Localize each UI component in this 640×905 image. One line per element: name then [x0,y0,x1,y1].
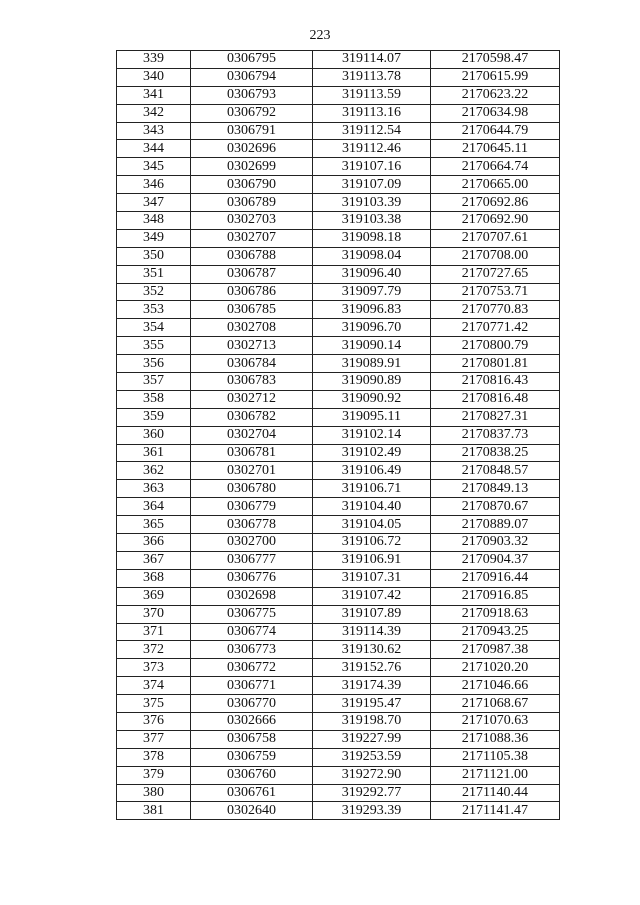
y-coordinate-cell: 2170644.79 [431,122,560,140]
point-id-cell: 0302707 [191,229,313,247]
row-number-cell: 371 [117,623,191,641]
row-number-cell: 346 [117,176,191,194]
x-coordinate-cell: 319107.89 [313,605,431,623]
x-coordinate-cell: 319090.14 [313,337,431,355]
y-coordinate-cell: 2171121.00 [431,766,560,784]
point-id-cell: 0302698 [191,587,313,605]
row-number-cell: 357 [117,373,191,391]
table-row [117,605,560,623]
point-id-cell: 0302666 [191,712,313,730]
table-row [117,766,560,784]
y-coordinate-cell: 2170727.65 [431,265,560,283]
row-number-cell: 345 [117,158,191,176]
row-number-cell: 362 [117,462,191,480]
y-coordinate-cell: 2170838.25 [431,444,560,462]
point-id-cell: 0306770 [191,695,313,713]
y-coordinate-cell: 2170692.86 [431,194,560,212]
table-row [117,712,560,730]
x-coordinate-cell: 319152.76 [313,659,431,677]
y-coordinate-cell: 2170623.22 [431,86,560,104]
y-coordinate-cell: 2171046.66 [431,677,560,695]
row-number-cell: 353 [117,301,191,319]
x-coordinate-cell: 319253.59 [313,748,431,766]
y-coordinate-cell: 2170664.74 [431,158,560,176]
y-coordinate-cell: 2170849.13 [431,480,560,498]
point-id-cell: 0302703 [191,212,313,230]
x-coordinate-cell: 319090.89 [313,373,431,391]
x-coordinate-cell: 319107.09 [313,176,431,194]
point-id-cell: 0306777 [191,551,313,569]
table-row [117,51,560,69]
y-coordinate-cell: 2170837.73 [431,426,560,444]
table-row [117,212,560,230]
y-coordinate-cell: 2170598.47 [431,51,560,69]
row-number-cell: 378 [117,748,191,766]
table-row [117,516,560,534]
point-id-cell: 0306790 [191,176,313,194]
point-id-cell: 0306772 [191,659,313,677]
x-coordinate-cell: 319292.77 [313,784,431,802]
x-coordinate-cell: 319198.70 [313,712,431,730]
table-row [117,355,560,373]
page-number: 223 [309,28,331,43]
x-coordinate-cell: 319096.40 [313,265,431,283]
y-coordinate-cell: 2171141.47 [431,802,560,820]
x-coordinate-cell: 319106.71 [313,480,431,498]
point-id-cell: 0302708 [191,319,313,337]
point-id-cell: 0306760 [191,766,313,784]
y-coordinate-cell: 2170916.85 [431,587,560,605]
table-row [117,301,560,319]
point-id-cell: 0306788 [191,247,313,265]
y-coordinate-cell: 2170634.98 [431,104,560,122]
row-number-cell: 363 [117,480,191,498]
y-coordinate-cell: 2170816.48 [431,390,560,408]
point-id-cell: 0306780 [191,480,313,498]
point-id-cell: 0306784 [191,355,313,373]
x-coordinate-cell: 319102.49 [313,444,431,462]
point-id-cell: 0302701 [191,462,313,480]
point-id-cell: 0302640 [191,802,313,820]
x-coordinate-cell: 319102.14 [313,426,431,444]
x-coordinate-cell: 319272.90 [313,766,431,784]
point-id-cell: 0302713 [191,337,313,355]
table-row [117,444,560,462]
x-coordinate-cell: 319106.49 [313,462,431,480]
table-row [117,677,560,695]
point-id-cell: 0306771 [191,677,313,695]
row-number-cell: 339 [117,51,191,69]
x-coordinate-cell: 319104.05 [313,516,431,534]
table-row [117,390,560,408]
table-row [117,86,560,104]
row-number-cell: 360 [117,426,191,444]
row-number-cell: 356 [117,355,191,373]
row-number-cell: 373 [117,659,191,677]
table-row [117,784,560,802]
row-number-cell: 358 [117,390,191,408]
x-coordinate-cell: 319227.99 [313,730,431,748]
row-number-cell: 377 [117,730,191,748]
table-row [117,265,560,283]
row-number-cell: 364 [117,498,191,516]
row-number-cell: 381 [117,802,191,820]
row-number-cell: 370 [117,605,191,623]
row-number-cell: 340 [117,68,191,86]
x-coordinate-cell: 319113.59 [313,86,431,104]
point-id-cell: 0302700 [191,534,313,552]
table-row [117,695,560,713]
point-id-cell: 0306778 [191,516,313,534]
table-row [117,480,560,498]
point-id-cell: 0306787 [191,265,313,283]
row-number-cell: 361 [117,444,191,462]
table-row [117,158,560,176]
x-coordinate-cell: 319107.42 [313,587,431,605]
point-id-cell: 0306785 [191,301,313,319]
y-coordinate-cell: 2170615.99 [431,68,560,86]
row-number-cell: 375 [117,695,191,713]
x-coordinate-cell: 319195.47 [313,695,431,713]
y-coordinate-cell: 2171020.20 [431,659,560,677]
point-id-cell: 0306774 [191,623,313,641]
row-number-cell: 368 [117,569,191,587]
table-row [117,68,560,86]
row-number-cell: 376 [117,712,191,730]
point-id-cell: 0306793 [191,86,313,104]
y-coordinate-cell: 2170904.37 [431,551,560,569]
row-number-cell: 348 [117,212,191,230]
table-row [117,748,560,766]
row-number-cell: 380 [117,784,191,802]
y-coordinate-cell: 2170987.38 [431,641,560,659]
x-coordinate-cell: 319096.70 [313,319,431,337]
x-coordinate-cell: 319107.31 [313,569,431,587]
point-id-cell: 0306789 [191,194,313,212]
x-coordinate-cell: 319106.72 [313,534,431,552]
x-coordinate-cell: 319114.07 [313,51,431,69]
table-row [117,623,560,641]
row-number-cell: 374 [117,677,191,695]
table-row [117,426,560,444]
table-row [117,587,560,605]
row-number-cell: 355 [117,337,191,355]
table-row [117,176,560,194]
point-id-cell: 0302704 [191,426,313,444]
row-number-cell: 341 [117,86,191,104]
y-coordinate-cell: 2170800.79 [431,337,560,355]
y-coordinate-cell: 2171140.44 [431,784,560,802]
table-row [117,194,560,212]
y-coordinate-cell: 2170645.11 [431,140,560,158]
x-coordinate-cell: 319104.40 [313,498,431,516]
point-id-cell: 0306792 [191,104,313,122]
table-row [117,802,560,820]
table-row [117,104,560,122]
y-coordinate-cell: 2170692.90 [431,212,560,230]
point-id-cell: 0306786 [191,283,313,301]
table-row [117,247,560,265]
x-coordinate-cell: 319103.39 [313,194,431,212]
y-coordinate-cell: 2170707.61 [431,229,560,247]
y-coordinate-cell: 2170918.63 [431,605,560,623]
table-row [117,337,560,355]
point-id-cell: 0306773 [191,641,313,659]
point-id-cell: 0306783 [191,373,313,391]
table-row [117,641,560,659]
row-number-cell: 365 [117,516,191,534]
row-number-cell: 343 [117,122,191,140]
table-row [117,140,560,158]
point-id-cell: 0306791 [191,122,313,140]
y-coordinate-cell: 2170889.07 [431,516,560,534]
table-row [117,122,560,140]
point-id-cell: 0306794 [191,68,313,86]
table-row [117,319,560,337]
point-id-cell: 0302712 [191,390,313,408]
row-number-cell: 342 [117,104,191,122]
y-coordinate-cell: 2171068.67 [431,695,560,713]
point-id-cell: 0306775 [191,605,313,623]
row-number-cell: 369 [117,587,191,605]
row-number-cell: 350 [117,247,191,265]
x-coordinate-cell: 319114.39 [313,623,431,641]
point-id-cell: 0306782 [191,408,313,426]
y-coordinate-cell: 2170771.42 [431,319,560,337]
x-coordinate-cell: 319103.38 [313,212,431,230]
y-coordinate-cell: 2170770.83 [431,301,560,319]
x-coordinate-cell: 319107.16 [313,158,431,176]
row-number-cell: 352 [117,283,191,301]
coordinates-table [116,50,560,820]
table-row [117,498,560,516]
x-coordinate-cell: 319090.92 [313,390,431,408]
y-coordinate-cell: 2170816.43 [431,373,560,391]
table-row [117,462,560,480]
row-number-cell: 367 [117,551,191,569]
point-id-cell: 0306779 [191,498,313,516]
table-row [117,283,560,301]
x-coordinate-cell: 319098.04 [313,247,431,265]
point-id-cell: 0306795 [191,51,313,69]
x-coordinate-cell: 319112.54 [313,122,431,140]
y-coordinate-cell: 2170903.32 [431,534,560,552]
point-id-cell: 0302699 [191,158,313,176]
x-coordinate-cell: 319106.91 [313,551,431,569]
y-coordinate-cell: 2170665.00 [431,176,560,194]
y-coordinate-cell: 2170943.25 [431,623,560,641]
table-row [117,373,560,391]
x-coordinate-cell: 319113.16 [313,104,431,122]
table-row [117,408,560,426]
point-id-cell: 0302696 [191,140,313,158]
row-number-cell: 366 [117,534,191,552]
x-coordinate-cell: 319098.18 [313,229,431,247]
y-coordinate-cell: 2171105.38 [431,748,560,766]
table-row [117,569,560,587]
x-coordinate-cell: 319130.62 [313,641,431,659]
x-coordinate-cell: 319097.79 [313,283,431,301]
row-number-cell: 349 [117,229,191,247]
y-coordinate-cell: 2170827.31 [431,408,560,426]
y-coordinate-cell: 2171070.63 [431,712,560,730]
table-row [117,730,560,748]
point-id-cell: 0306758 [191,730,313,748]
x-coordinate-cell: 319095.11 [313,408,431,426]
row-number-cell: 372 [117,641,191,659]
table-body [117,51,560,820]
row-number-cell: 347 [117,194,191,212]
point-id-cell: 0306776 [191,569,313,587]
y-coordinate-cell: 2170708.00 [431,247,560,265]
row-number-cell: 354 [117,319,191,337]
x-coordinate-cell: 319096.83 [313,301,431,319]
row-number-cell: 379 [117,766,191,784]
row-number-cell: 344 [117,140,191,158]
table-row [117,229,560,247]
row-number-cell: 351 [117,265,191,283]
y-coordinate-cell: 2170916.44 [431,569,560,587]
point-id-cell: 0306761 [191,784,313,802]
row-number-cell: 359 [117,408,191,426]
y-coordinate-cell: 2170753.71 [431,283,560,301]
y-coordinate-cell: 2170848.57 [431,462,560,480]
point-id-cell: 0306781 [191,444,313,462]
x-coordinate-cell: 319293.39 [313,802,431,820]
y-coordinate-cell: 2171088.36 [431,730,560,748]
point-id-cell: 0306759 [191,748,313,766]
x-coordinate-cell: 319174.39 [313,677,431,695]
x-coordinate-cell: 319112.46 [313,140,431,158]
table-row [117,659,560,677]
table-row [117,551,560,569]
y-coordinate-cell: 2170801.81 [431,355,560,373]
table-row [117,534,560,552]
y-coordinate-cell: 2170870.67 [431,498,560,516]
x-coordinate-cell: 319113.78 [313,68,431,86]
x-coordinate-cell: 319089.91 [313,355,431,373]
